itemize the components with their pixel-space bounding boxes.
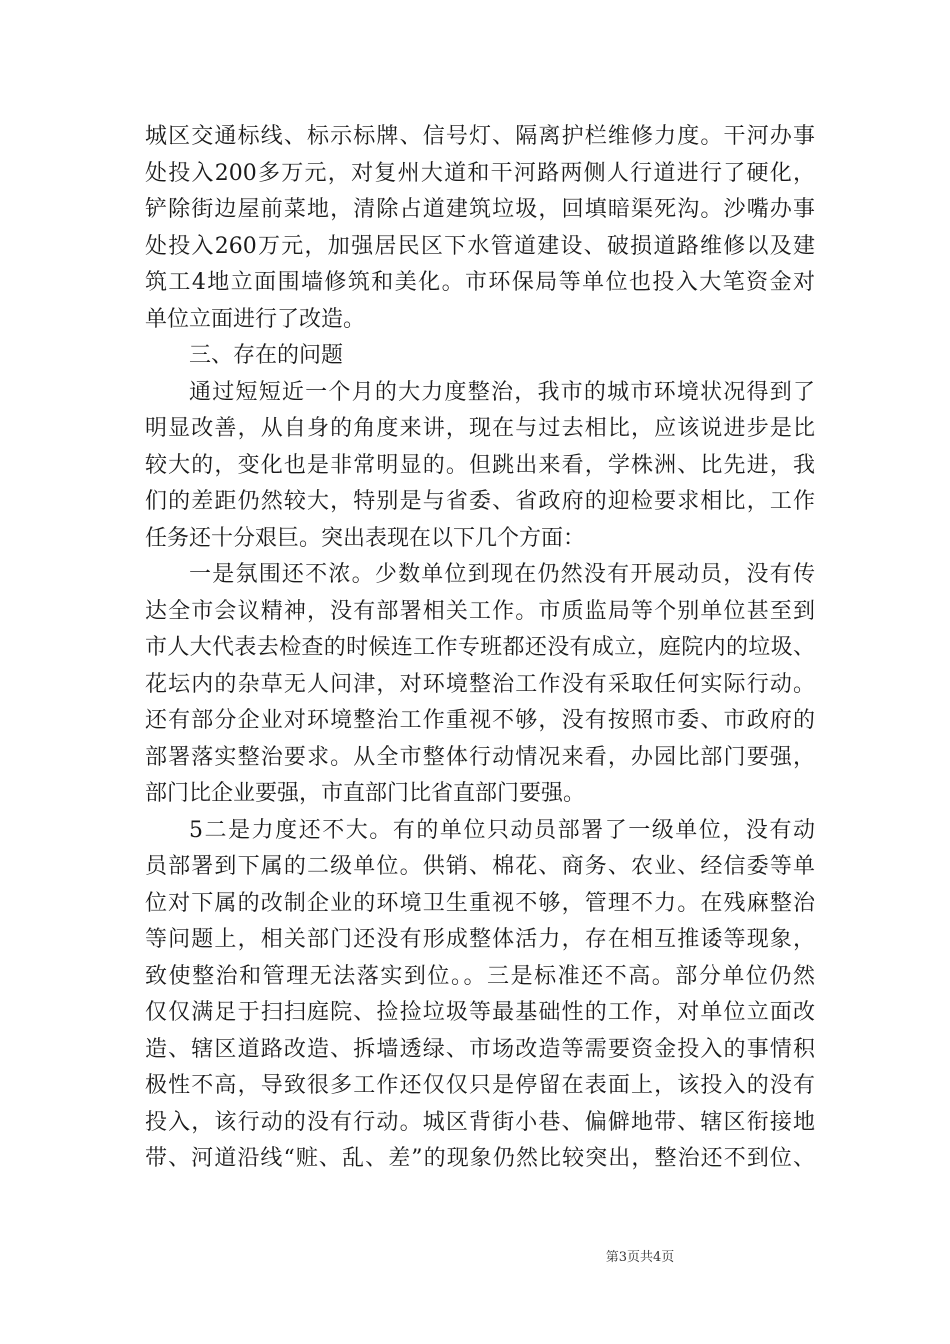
text-line: 通过短短近一个月的大力度整治，我市的城市环境状况得到了 [189, 379, 815, 405]
text-line: 处投入200多万元，对复州大道和干河路两侧人行道进行了硬化， [145, 160, 815, 186]
text-line: 达全市会议精神，没有部署相关工作。市质监局等个别单位甚至到 [145, 598, 815, 624]
text-line: 一是氛围还不浓。少数单位到现在仍然没有开展动员，没有传 [189, 562, 815, 587]
text-line: 还有部分企业对环境整治工作重视不够，没有按照市委、市政府的 [145, 708, 815, 733]
text-line: 部门比企业要强，市直部门比省直部门要强。 [145, 781, 586, 806]
text-line: 城区交通标线、标示标牌、信号灯、隔离护栏维修力度。干河办事 [145, 124, 815, 149]
text-line: 致使整治和管理无法落实到位。。三是标准还不高。部分单位仍然 [145, 963, 815, 989]
text-line: 筑工4地立面围墙修筑和美化。市环保局等单位也投入大笔资金对 [145, 270, 815, 295]
text-line: 单位立面进行了改造。 [145, 306, 366, 332]
text-line: 位对下属的改制企业的环境卫生重视不够，管理不力。在残麻整治 [145, 890, 815, 916]
text-line: 任务还十分艰巨。突出表现在以下几个方面： [145, 525, 586, 551]
text-line: 较大的，变化也是非常明显的。但跳出来看，学株洲、比先进，我 [145, 452, 815, 478]
text-line: 投入，该行动的没有行动。城区背街小巷、偏僻地带、辖区衔接地 [145, 1109, 815, 1135]
text-line: 造、辖区道路改造、拆墙透绿、市场改造等需要资金投入的事情积 [145, 1036, 815, 1062]
text-line: 仅仅满足于扫扫庭院、捡捡垃圾等最基础性的工作，对单位立面改 [145, 1000, 815, 1025]
text-line: 员部署到下属的二级单位。供销、棉花、商务、农业、经信委等单 [145, 854, 815, 879]
page-number: 第3页共4页 [605, 1250, 675, 1265]
text-line: 明显改善，从自身的角度来讲，现在与过去相比，应该说进步是比 [145, 416, 815, 441]
text-line: 带、河道沿线“赃、乱、差”的现象仍然比较突出，整治还不到位、 [145, 1146, 815, 1171]
text-line: 等问题上，相关部门还没有形成整体活力，存在相互推诿等现象， [145, 927, 815, 952]
text-line: 市人大代表去检查的时候连工作专班都还没有成立，庭院内的垃圾、 [145, 635, 815, 660]
text-line: 三、存在的问题 [189, 343, 344, 368]
body-text [145, 119, 815, 1178]
text-line: 部署落实整治要求。从全市整体行动情况来看，办园比部门要强， [145, 744, 815, 770]
text-line: 铲除街边屋前菜地，清除占道建筑垃圾，回填暗渠死沟。沙嘴办事 [145, 197, 815, 222]
text-line: 花坛内的杂草无人问津，对环境整治工作没有采取任何实际行动。 [145, 671, 815, 697]
text-line: 极性不高，导致很多工作还仅仅只是停留在表面上，该投入的没有 [145, 1073, 815, 1098]
text-line: 处投入260万元，加强居民区下水管道建设、破损道路维修以及建 [145, 233, 815, 259]
text-line: 5二是力度还不大。有的单位只动员部署了一级单位，没有动 [189, 817, 815, 843]
text-line: 们的差距仍然较大，特别是与省委、省政府的迎检要求相比，工作 [145, 489, 815, 514]
